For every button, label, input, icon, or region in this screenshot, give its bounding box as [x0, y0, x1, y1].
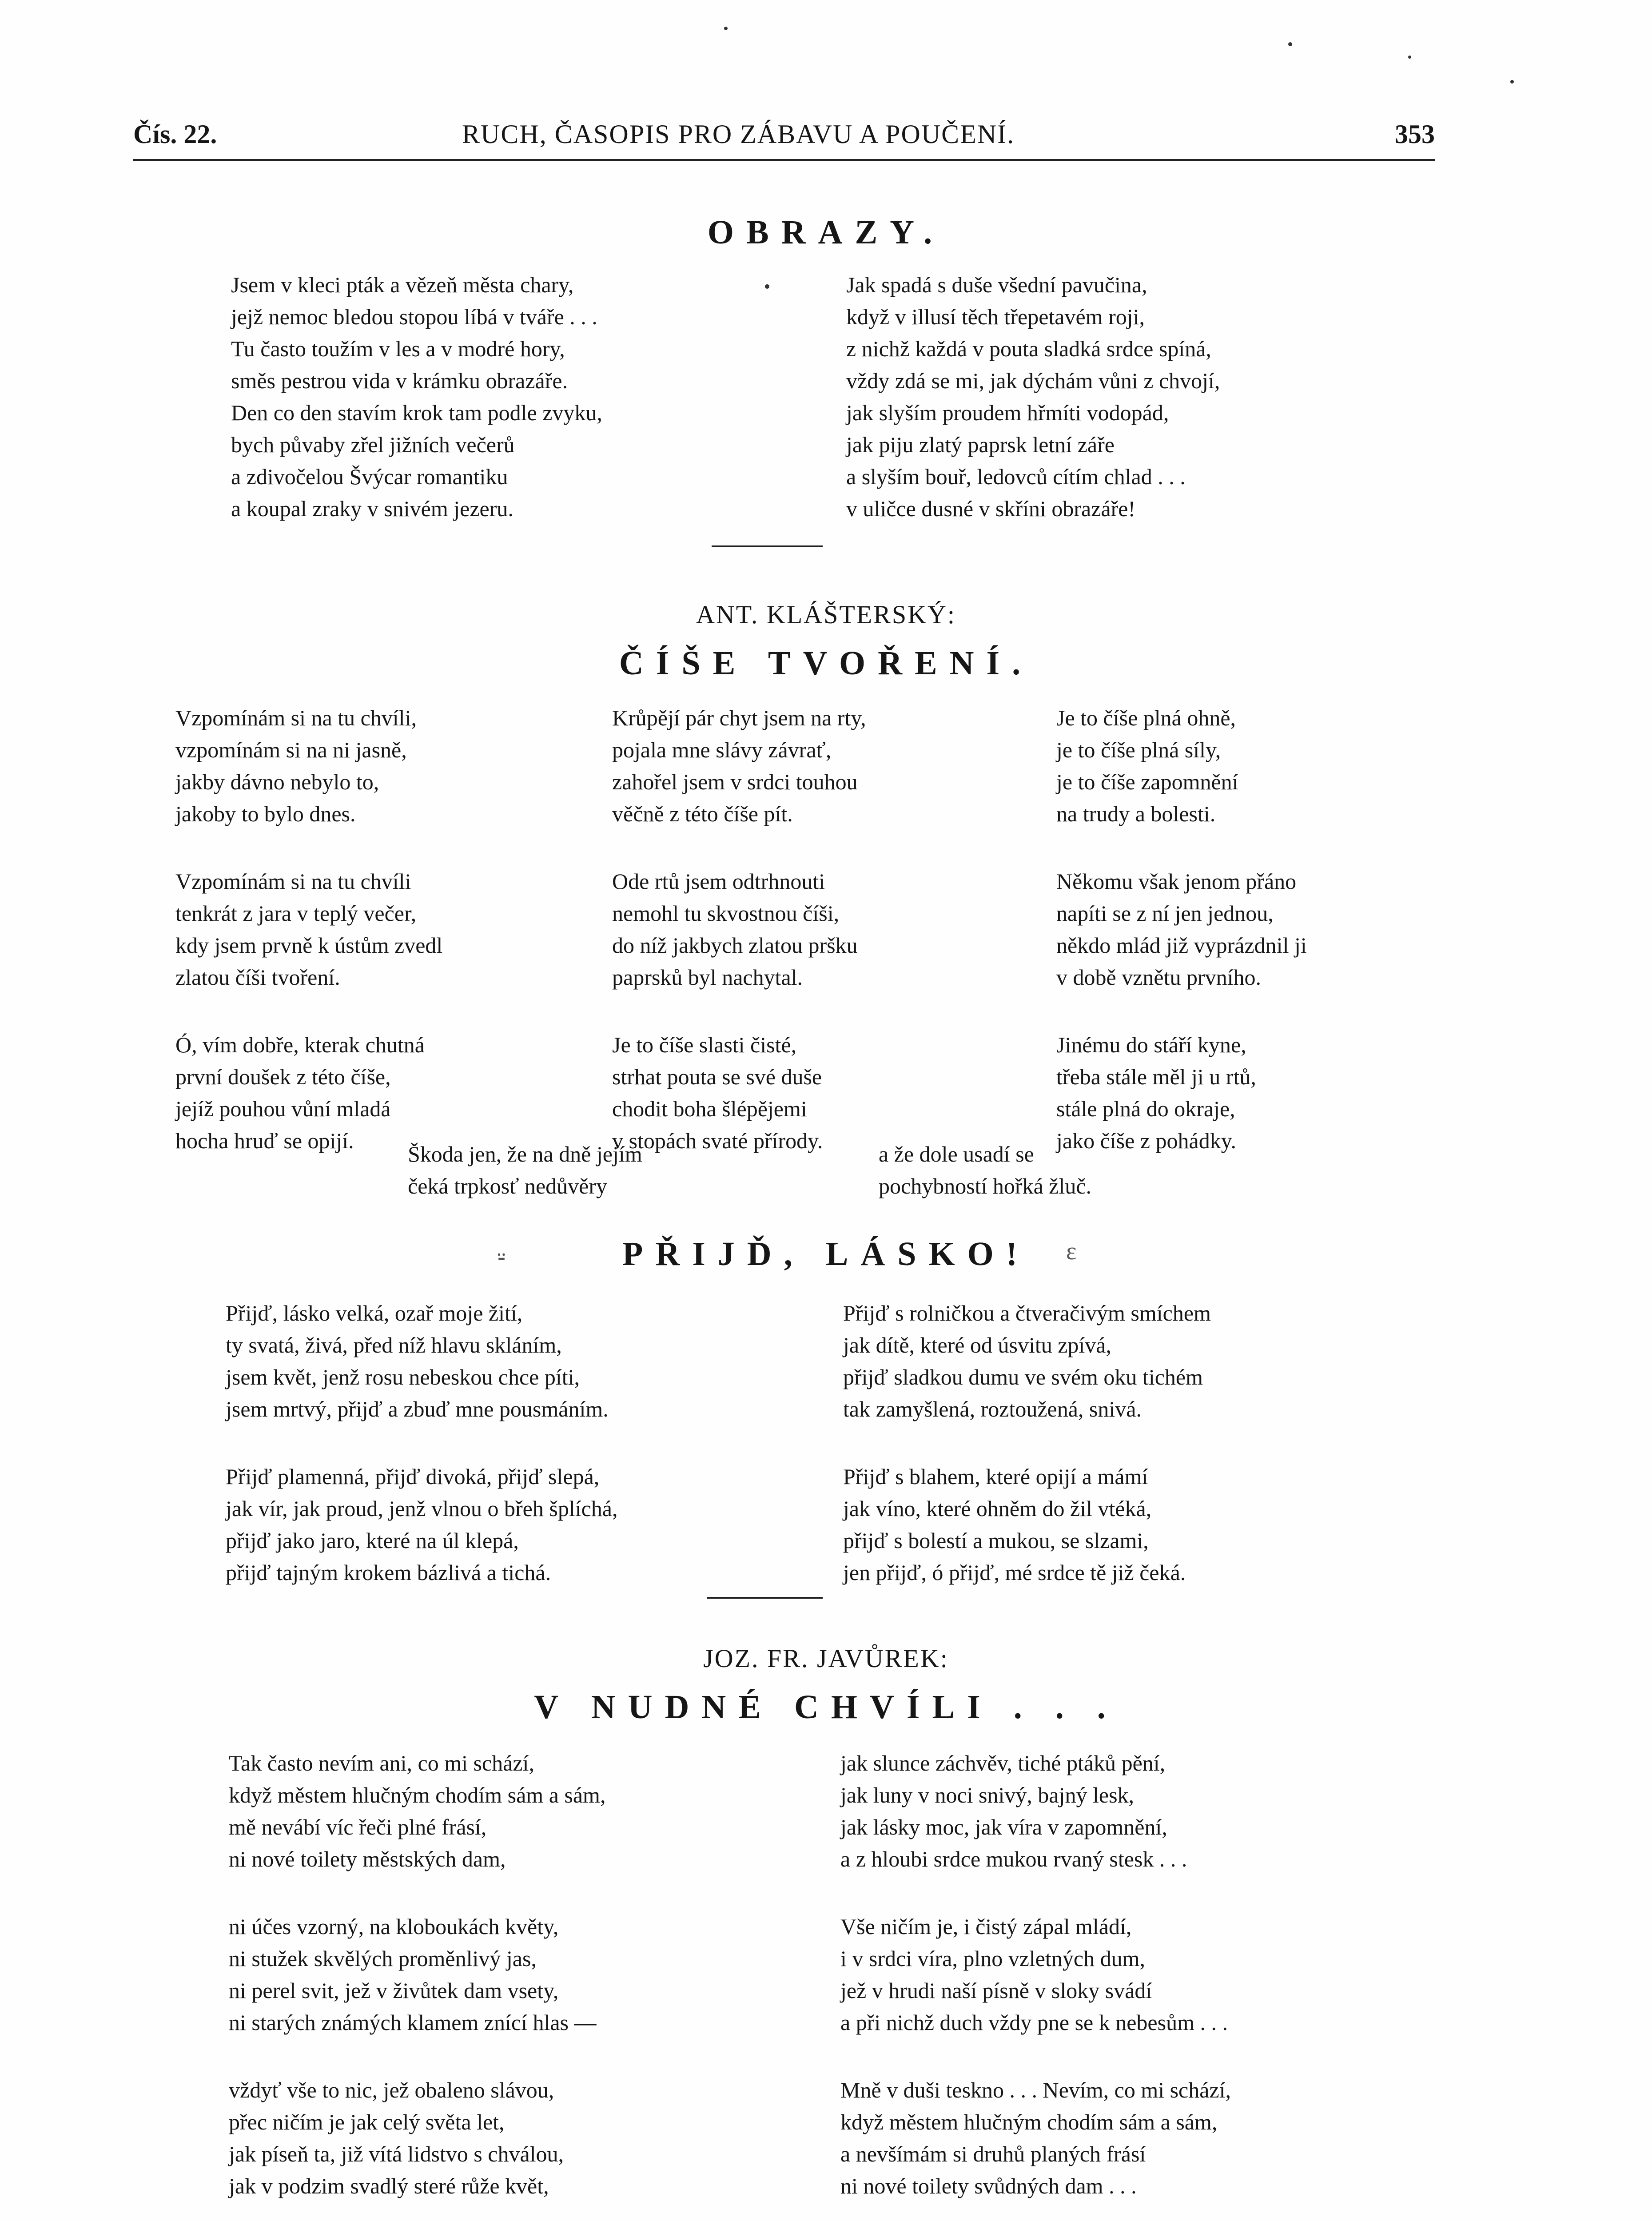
verse-line: hocha hruď se opijí.: [175, 1128, 354, 1153]
poem-column: [843, 1297, 1211, 1588]
verse-line: ni perel svit, jež v živůtek dam vsety,: [229, 1978, 559, 2003]
verse-line: a že dole usadí se: [879, 1142, 1034, 1166]
poem-column: [231, 269, 602, 525]
verse-line: ni účes vzorný, na kloboukách květy,: [229, 1914, 559, 1939]
poem-title-cise-tvoreni: ČÍŠE TVOŘENÍ.: [619, 645, 1033, 682]
issue-number: Čís. 22.: [133, 119, 217, 149]
print-speck: [1288, 42, 1292, 46]
stanza: [843, 1461, 1211, 1588]
verse-line: vždyť vše to nic, jež obaleno slávou,: [229, 2078, 554, 2102]
verse-line: jež v hrudi naší písně v sloky svádí: [840, 1978, 1152, 2003]
stanza: [1056, 865, 1307, 993]
verse-line: jak v podzim svadlý steré růže květ,: [229, 2173, 549, 2198]
verse-line: Vzpomínám si na tu chvíli,: [175, 705, 417, 730]
verse-line: přijď tajným krokem bázlivá a tichá.: [226, 1560, 551, 1585]
verse-line: stále plná do okraje,: [1056, 1096, 1235, 1121]
verse-line: kdy jsem prvně k ústům zvedl: [175, 933, 443, 958]
verse-line: bych půvaby zřel jižních večerů: [231, 432, 515, 457]
verse-line: jako číše z pohádky.: [1056, 1128, 1236, 1153]
verse-line: Tak často nevím ani, co mi schází,: [229, 1751, 534, 1775]
print-speck: [1408, 56, 1411, 59]
verse-line: v uličce dusné v skříni obrazáře!: [846, 496, 1136, 521]
verse-line: Vzpomínám si na tu chvíli: [175, 869, 411, 894]
verse-line: strhat pouta se své duše: [612, 1064, 822, 1089]
verse-line: a nevšímám si druhů planých frásí: [840, 2141, 1146, 2166]
verse-line: Mně v duši teskno . . . Nevím, co mi schází,: [840, 2078, 1231, 2102]
verse-line: paprsků byl nachytal.: [612, 965, 803, 990]
verse-line: jak dítě, které od úsvitu zpívá,: [843, 1333, 1112, 1357]
poem-title-prijd-lasko: PŘIJĎ, LÁSKO!: [622, 1235, 1030, 1273]
flourish-right-icon: ɛ: [1066, 1238, 1077, 1265]
verse-line: a koupal zraky v snivém jezeru.: [231, 496, 514, 521]
verse-line: přijď s bolestí a mukou, se slzami,: [843, 1528, 1149, 1553]
poem-title-obrazy: OBRAZY.: [707, 214, 945, 251]
stanza: [612, 702, 866, 830]
poem-column: [840, 1747, 1231, 2202]
verse-line: jak víno, které ohněm do žil vtéká,: [843, 1496, 1152, 1521]
verse-line: Je to číše plná ohně,: [1056, 705, 1236, 730]
stanza: [1056, 1029, 1307, 1157]
verse-line: jak slyším proudem hřmíti vodopád,: [846, 400, 1169, 425]
verse-line: Přijď, lásko velká, ozař moje žití,: [226, 1301, 523, 1325]
verse-line: chodit boha šlépějemi: [612, 1096, 807, 1121]
verse-line: vždy zdá se mi, jak dýchám vůni z chvojí,: [846, 368, 1220, 393]
section-divider: [707, 1597, 823, 1599]
flourish-left-icon: ⸚: [498, 1244, 506, 1271]
verse-line: jsem květ, jenž rosu nebeskou chce píti,: [226, 1365, 580, 1389]
stanza: [229, 1747, 605, 1875]
journal-title: RUCH, ČASOPIS PRO ZÁBAVU A POUČENÍ.: [462, 119, 1015, 149]
verse-line: Ode rtů jsem odtrhnouti: [612, 869, 825, 894]
stanza: [175, 1029, 442, 1157]
verse-line: vzpomínám si na ni jasně,: [175, 737, 407, 762]
verse-line: a z hloubi srdce mukou rvaný stesk . . .: [840, 1847, 1187, 1871]
verse-line: když v illusí těch třepetavém roji,: [846, 304, 1145, 329]
verse-line: někdo mlád již vyprázdnil ji: [1056, 933, 1307, 958]
stanza: [175, 702, 442, 830]
stanza: [229, 2074, 605, 2202]
closing-stanza: [879, 1138, 1091, 1202]
verse-line: je to číše zapomnění: [1056, 769, 1238, 794]
stanza: [229, 1911, 605, 2038]
stanza: [840, 2074, 1231, 2202]
verse-line: ni nové toilety svůdných dam . . .: [840, 2173, 1137, 2198]
print-speck: [765, 284, 769, 289]
verse-line: Den co den stavím krok tam podle zvyku,: [231, 400, 602, 425]
verse-line: jak piju zlatý paprsk letní záře: [846, 432, 1115, 457]
running-header: [133, 119, 1435, 161]
stanza: [226, 1297, 618, 1425]
verse-line: v době vznětu prvního.: [1056, 965, 1262, 990]
verse-line: věčně z této číše pít.: [612, 801, 793, 826]
print-speck: [724, 27, 728, 30]
verse-line: Přijď plamenná, přijď divoká, přijď slepá,: [226, 1464, 600, 1489]
verse-line: mě nevábí víc řeči plné frásí,: [229, 1815, 487, 1839]
verse-line: Jinému do stáří kyne,: [1056, 1032, 1246, 1057]
verse-line: jakby dávno nebylo to,: [175, 769, 379, 794]
verse-line: jakoby to bylo dnes.: [175, 801, 356, 826]
verse-line: zlatou číši tvoření.: [175, 965, 340, 990]
verse-line: ty svatá, živá, před níž hlavu skláním,: [226, 1333, 562, 1357]
page-number: 353: [1395, 119, 1435, 149]
stanza: [175, 865, 442, 993]
verse-line: je to číše plná síly,: [1056, 737, 1221, 762]
print-speck: [1510, 80, 1514, 84]
verse-line: pochybností hořká žluč.: [879, 1174, 1092, 1198]
verse-line: přec ničím je jak celý světa let,: [229, 2110, 505, 2134]
verse-line: tak zamyšlená, roztoužená, snivá.: [843, 1397, 1142, 1421]
poem-column: [1056, 702, 1307, 1157]
verse-line: ni starých známých klamem znící hlas —: [229, 2010, 597, 2035]
verse-line: jejíž pouhou vůní mladá: [175, 1096, 391, 1121]
verse-line: Ó, vím dobře, kterak chutná: [175, 1032, 425, 1057]
stanza: [612, 865, 866, 993]
verse-line: zahořel jsem v srdci touhou: [612, 769, 858, 794]
verse-line: Někomu však jenom přáno: [1056, 869, 1297, 894]
poem-column: [229, 1747, 605, 2202]
poem-column: [226, 1297, 618, 1588]
verse-line: Je to číše slasti čisté,: [612, 1032, 797, 1057]
verse-line: jejž nemoc bledou stopou líbá v tváře . . .: [231, 304, 597, 329]
verse-line: první doušek z této číše,: [175, 1064, 391, 1089]
stanza: [1056, 702, 1307, 830]
section-divider: [712, 545, 823, 547]
verse-line: napíti se z ní jen jednou,: [1056, 901, 1274, 926]
verse-line: Přijď s rolničkou a čtveračivým smíchem: [843, 1301, 1211, 1325]
verse-line: přijď jako jaro, které na úl klepá,: [226, 1528, 519, 1553]
verse-line: Tu často toužím v les a v modré hory,: [231, 336, 565, 361]
verse-line: i v srdci víra, plno vzletných dum,: [840, 1946, 1145, 1971]
verse-line: když městem hlučným chodím sám a sám,: [840, 2110, 1218, 2134]
poem-title-v-nudne-chvili: V NUDNÉ CHVÍLI . . .: [534, 1688, 1118, 1726]
stanza: [843, 1297, 1211, 1425]
verse-line: na trudy a bolesti.: [1056, 801, 1216, 826]
poem-author-klastersky: ANT. KLÁŠTERSKÝ:: [696, 600, 956, 629]
poem-column: [846, 269, 1220, 525]
verse-line: Přijď s blahem, které opijí a mámí: [843, 1464, 1148, 1489]
verse-line: čeká trpkosť nedůvěry: [408, 1174, 607, 1198]
verse-line: Vše ničím je, i čistý zápal mládí,: [840, 1914, 1132, 1939]
verse-line: pojala mne slávy závrať,: [612, 737, 832, 762]
verse-line: a slyším bouř, ledovců cítím chlad . . .: [846, 464, 1186, 489]
verse-line: jak vír, jak proud, jenž vlnou o břeh šplíchá,: [226, 1496, 618, 1521]
verse-line: Škoda jen, že na dně jejím: [408, 1142, 642, 1166]
stanza: [840, 1747, 1231, 1875]
verse-line: jak píseň ta, již vítá lidstvo s chválou,: [229, 2141, 564, 2166]
verse-line: ni stužek skvělých proměnlivý jas,: [229, 1946, 537, 1971]
verse-line: v stopách svaté přírody.: [612, 1128, 823, 1153]
verse-line: jen přijď, ó přijď, mé srdce tě již čeká.: [843, 1560, 1186, 1585]
verse-line: směs pestrou vida v krámku obrazáře.: [231, 368, 568, 393]
stanza: [226, 1461, 618, 1588]
verse-line: jak slunce záchvěv, tiché ptáků pění,: [840, 1751, 1166, 1775]
stanza: [846, 269, 1220, 525]
verse-line: když městem hlučným chodím sám a sám,: [229, 1783, 606, 1807]
verse-line: a při nichž duch vždy pne se k nebesům . . .: [840, 2010, 1228, 2035]
poem-author-javurek: JOZ. FR. JAVŮREK:: [703, 1644, 949, 1673]
poem-column: [612, 702, 866, 1157]
verse-line: Krůpějí pár chyt jsem na rty,: [612, 705, 866, 730]
poem-column: [175, 702, 442, 1157]
stanza: [612, 1029, 866, 1157]
verse-line: jsem mrtvý, přijď a zbuď mne pousmáním.: [226, 1397, 609, 1421]
verse-line: jak lásky moc, jak víra v zapomnění,: [840, 1815, 1167, 1839]
verse-line: Jsem v kleci pták a vězeň města chary,: [231, 272, 574, 297]
verse-line: jak luny v noci snivý, bajný lesk,: [840, 1783, 1135, 1807]
verse-line: do níž jakbych zlatou pršku: [612, 933, 858, 958]
verse-line: z nichž každá v pouta sladká srdce spíná,: [846, 336, 1211, 361]
stanza: [231, 269, 602, 525]
verse-line: přijď sladkou dumu ve svém oku tichém: [843, 1365, 1203, 1389]
verse-line: Jak spadá s duše všední pavučina,: [846, 272, 1147, 297]
verse-line: a zdivočelou Švýcar romantiku: [231, 464, 508, 489]
verse-line: tenkrát z jara v teplý večer,: [175, 901, 417, 926]
closing-stanza: [408, 1138, 642, 1202]
verse-line: ni nové toilety městských dam,: [229, 1847, 506, 1871]
verse-line: nemohl tu skvostnou číši,: [612, 901, 840, 926]
verse-line: třeba stále měl ji u rtů,: [1056, 1064, 1256, 1089]
stanza: [840, 1911, 1231, 2038]
